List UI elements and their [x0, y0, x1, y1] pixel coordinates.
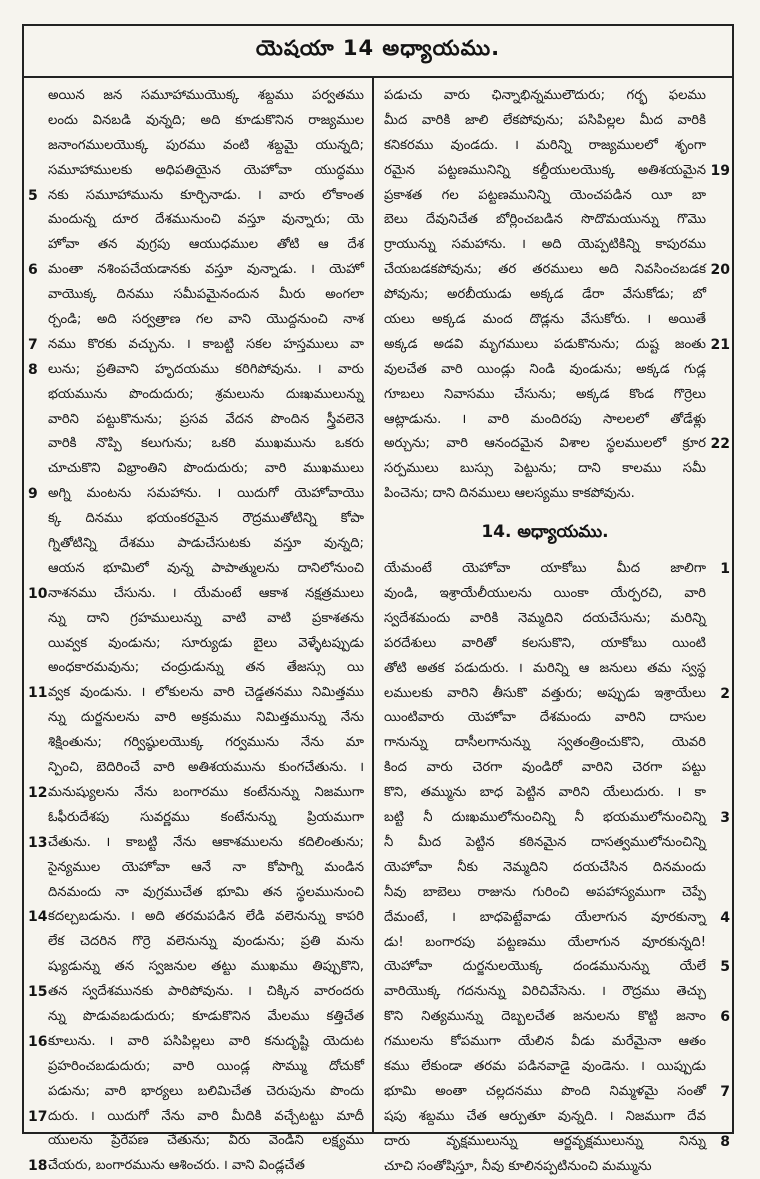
line-text: షపు శబ్దము చేత ఆర్పుతూ వున్నది. ౹ నిజముగా దేవ	[384, 1108, 706, 1124]
line-text: యులను ప్రేరేపణ చేతును; వీరు వెండిని లక్ష్యము	[48, 1133, 364, 1149]
text-line	[28, 1154, 364, 1179]
line-text: క్క దినము భయంకరమైన రౌద్రముతోటిన్ని కోపా	[48, 511, 364, 527]
verse-number: 20	[710, 262, 730, 279]
line-text: భూమి అంతా చల్లదనము పొంది నిమ్మళమై సంతో	[384, 1083, 706, 1099]
line-text: చూచి సంతోషిస్తూ, నీవు కూలినప్పటినుంచి మమ్మును	[384, 1158, 652, 1174]
text-line	[384, 1030, 706, 1055]
line-text: బట్టి నీ దుఃఖములోనుంచిన్ని నీ భయములోనుంచిన్ని	[384, 810, 706, 826]
line-text: స్వదేశమందు వారికి నెమ్మదిని దయచేసును; మరిన్ని	[384, 610, 706, 626]
text-line	[384, 358, 706, 383]
line-text: చేయబడకపోవును; తర తరములు అది నివసించబడక	[384, 262, 706, 278]
line-text: వ్వక వుండును. ౹ లోకులను వారి చెడ్డతనము నిమిత్తము	[48, 685, 364, 701]
verse-number: 9	[28, 486, 38, 503]
line-text: ప్రహరించబడుదురు; వారి యిండ్ల సొమ్ము దోచుకో	[48, 1058, 364, 1074]
line-text: యివ్వక వుండును; సూర్యుడు బైలు వెళ్ళేటప్పుడు	[48, 635, 364, 651]
line-text: గ్నితోటిన్ని దేశము పాడుచేసుటకు వస్తూ వున్నది;	[48, 536, 364, 552]
text-line	[384, 806, 730, 831]
text-line	[384, 657, 706, 682]
text-line	[384, 457, 706, 482]
text-line	[384, 731, 706, 756]
text-line	[384, 831, 706, 856]
verse-number: 12	[28, 784, 48, 801]
line-text: వారిని పట్టుకొనును; ప్రసవ వేదన పొందిన స్త్రీవలెనె	[48, 411, 364, 427]
text-line	[384, 1155, 706, 1179]
text-line	[48, 208, 364, 233]
line-text: ఓఫీరుదేశపు సువర్ణము కంటేనున్ను ప్రియముగా	[48, 809, 364, 825]
text-line	[48, 607, 364, 632]
verse-number: 17	[28, 1108, 48, 1125]
verse-number: 21	[710, 336, 730, 353]
text-line	[28, 1105, 364, 1130]
text-line	[384, 856, 706, 881]
text-line	[384, 557, 730, 582]
line-text: న్ను దుర్జనులను వారి అక్రమము నిమిత్తమున్ను నేను	[48, 710, 364, 726]
text-line	[384, 906, 730, 931]
line-text: న్ను పొడువబడుదురు; కూడుకొనిన మేలము కత్తిచేత	[48, 1008, 364, 1024]
line-text: యలు అక్కడ మంద దొడ్లను వేసుకోరు. ౹ అయితే	[384, 312, 706, 328]
line-text: న్ను దాని గ్రహములున్ను వాటి వాటి ప్రకాశతను	[48, 610, 364, 626]
line-text: కము లేకుండా తరమ పడినవాడై వుండెను. ౹ యిప్పుడు	[384, 1058, 706, 1074]
line-text: వాయొక్క దినము సమీపమైనందున మీరు అంగలా	[48, 287, 364, 303]
line-text: లములకు వారిని తీసుకొ వత్తురు; అప్పుడు ఇశ్రాయేలు	[384, 685, 706, 701]
text-line	[384, 184, 706, 209]
text-line	[384, 955, 730, 980]
text-line	[48, 457, 364, 482]
line-text: మంతా నశింపచేయడానకు వస్తూ వున్నాడు. ౹ యెహో	[48, 262, 364, 278]
chapter-heading: 14. అధ్యాయము.	[481, 522, 609, 543]
text-line	[48, 706, 364, 731]
line-text: లును; ప్రతివాని హృదయము కరిగిపోవును. ౹ వారు	[48, 361, 364, 377]
line-text: మీద వారికి జాలి లేకపోవును; పసిపిల్లల మీద వారికి	[384, 112, 706, 128]
line-text: చేయరు, బంగారమును ఆశించరు. ౹ వాని విండ్లచేత	[48, 1158, 305, 1174]
line-text: పరదేశులు వారితో కలసుకొని, యాకోబు యింటి	[384, 635, 706, 651]
line-text: జనాంగములయొక్క పురము వంటి శబ్దమై యున్నది;	[48, 137, 364, 153]
text-line	[28, 781, 364, 806]
page-header	[24, 26, 732, 78]
line-text: యేమంటే యెహోవా యాకోబు మీద జాలిగా	[384, 561, 706, 577]
verse-number: 8	[720, 1133, 730, 1150]
text-line	[384, 931, 706, 956]
verse-number: 3	[720, 810, 730, 827]
text-line	[384, 333, 730, 358]
line-text: చూచుకొని విభ్రాంతిని పొందుదురు; వారి ముఖములు	[48, 461, 364, 477]
text-line	[384, 1130, 730, 1155]
text-line	[28, 1030, 364, 1055]
verse-number: 2	[720, 685, 730, 702]
text-line	[28, 582, 364, 607]
text-line	[48, 1005, 364, 1030]
text-line	[28, 358, 364, 383]
line-text: యింటివారు యెహోవా దేశమందు వారిని దాసుల	[384, 710, 706, 726]
line-text: నీవు బాబెలు రాజును గురించి అపహాస్యముగా చెప్పే	[384, 884, 706, 900]
text-line	[28, 831, 364, 856]
text-line	[384, 383, 706, 408]
line-text: నకు సమూహామును కూర్చినాడు. ౹ వారు లోకాంత	[48, 187, 364, 203]
text-line	[48, 756, 364, 781]
right-column-bottom	[384, 557, 730, 1179]
line-text: తోటి అతక పడుదురు. ౹ మరిన్ని ఆ జనులు తమ స్వస్థ	[384, 660, 706, 676]
text-line	[384, 233, 706, 258]
text-line	[28, 681, 364, 706]
text-line	[28, 905, 364, 930]
verse-number: 19	[710, 162, 730, 179]
line-text: ఆయన భూమిలో వున్న పాపాత్ములను దానిలోనుంచి	[48, 560, 364, 576]
line-text: రమైన పట్టణమునిన్ని కల్దీయులయొక్క అతిశయమైన	[384, 162, 706, 178]
verse-number: 16	[28, 1033, 48, 1050]
text-line	[384, 1005, 730, 1030]
line-text: గములను కోపముగా యేలిన వీడు మరేమైనా ఆతం	[384, 1034, 706, 1050]
line-text: యెహోవా దుర్జనులయొక్క దండమునున్ను యేలే	[384, 959, 706, 975]
text-line	[48, 955, 364, 980]
text-line	[384, 308, 706, 333]
line-text: కొని నిత్యమున్ను దెబ్బలచేత జనులను కొట్టి జనాం	[384, 1009, 706, 1025]
text-line	[48, 159, 364, 184]
line-text: వులచేత వారి యిండ్లు నిండి వుండును; అక్కడ గుడ్ల	[384, 361, 706, 377]
line-text: గానున్ను దాసీలగానున్ను స్వతంత్రించుకొని, యెవరి	[384, 735, 706, 751]
text-line	[28, 258, 364, 283]
text-line	[48, 881, 364, 906]
line-text: దినమందు నా వుగ్రముచేత భూమి తన స్థలమునుంచి	[48, 884, 364, 900]
line-text: పోవును; అరబీయుడు అక్కడ డేరా వేసుకోడు; బో	[384, 287, 706, 303]
line-text: నాశనము చేసును. ౹ యేమంటే ఆకాశ నక్షత్రములు	[48, 585, 364, 601]
text-line	[384, 980, 706, 1005]
line-text: అర్చును; వారి ఆనందమైన విశాల స్థలములలో క్రూర	[384, 436, 706, 452]
text-line	[384, 283, 706, 308]
line-text: నము కొరకు వచ్చును. ౹ కాబట్టి సకల హస్తములు వా	[48, 336, 364, 352]
text-line	[48, 283, 364, 308]
text-line	[48, 930, 364, 955]
text-line	[48, 1055, 364, 1080]
line-text: తన స్వదేశమునకు పారిపోవును. ౹ చిక్కిన వారందరు	[48, 984, 364, 1000]
line-text: మందున్న దూర దేశమునుంచి వస్తూ వున్నారు; యె	[48, 212, 364, 228]
line-text: వారియొక్క గదనున్ను విరిచివేసెను. ౹ రౌద్రము తెచ్చు	[384, 984, 706, 1000]
line-text: సర్పములు బుస్సు పెట్టును; దాని కాలము సమీ	[384, 461, 706, 477]
text-line	[384, 134, 706, 159]
text-line	[48, 432, 364, 457]
text-line	[384, 208, 706, 233]
line-text: దురు. ౹ యిదుగో నేను వారి మీదికి వచ్చేటట్టు మాదీ	[48, 1108, 364, 1124]
line-text: పడుచు వారు ఛిన్నాభిన్నములౌదురు; గర్భ ఫలము	[384, 88, 706, 103]
text-line	[48, 308, 364, 333]
text-line	[48, 806, 364, 831]
text-line	[48, 656, 364, 681]
text-line	[384, 706, 706, 731]
line-text: ర్చండి; అది సర్వత్రాణ గల వాని యొద్దనుంచి నాశ	[48, 312, 364, 328]
text-line	[48, 383, 364, 408]
right-column-top	[384, 84, 730, 507]
text-line	[28, 184, 364, 209]
text-line	[384, 109, 706, 134]
line-text: లేక చెదరిన గొర్రె వలెనున్ను వుండును; ప్రతి మను	[48, 934, 364, 950]
verse-number: 13	[28, 834, 48, 851]
line-text: అంధకారమవును; చంద్రుడున్ను తన తేజస్సు యి	[48, 660, 364, 676]
line-text: సైన్యముల యెహోవా ఆనే నా కోపాగ్ని మండిన	[48, 859, 364, 875]
text-line	[384, 159, 730, 184]
text-line	[384, 781, 706, 806]
text-line	[48, 507, 364, 532]
text-line	[384, 607, 706, 632]
text-line	[384, 84, 706, 109]
text-line	[384, 1105, 706, 1130]
text-line	[384, 1080, 730, 1105]
text-line	[48, 109, 364, 134]
text-line	[384, 632, 706, 657]
text-line	[384, 881, 706, 906]
line-text: మనుష్యులను నేను బంగారము కంటేనున్ను నిజముగా	[48, 784, 364, 800]
verse-number: 10	[28, 585, 48, 602]
line-text: కింద వారు చెరగా వుండిరో వారిని చెరగా పట్టు	[384, 760, 706, 776]
verse-number: 6	[720, 1009, 730, 1026]
line-text: ఆట్లాడును. ౹ వారి మందిరపు సాలలలో తోడేళ్లు	[384, 411, 706, 427]
line-text: చేతును. ౹ కాబట్టి నేను ఆకాశములను కదిలింతును;	[48, 834, 364, 850]
verse-number: 5	[28, 187, 38, 204]
left-column	[24, 78, 374, 1175]
line-text: లందు వినబడి వున్నది; అది కూడుకొనిన రాజ్యముల	[48, 112, 364, 128]
line-text: పించెను; దాని దినములు ఆలస్యము కాకపోవును.	[384, 486, 635, 502]
text-line	[384, 408, 706, 433]
verse-number: 14	[28, 909, 48, 926]
line-text: పడును; వారి భార్యలు బలిమిచేత చెరుపును పొందు	[48, 1083, 364, 1099]
text-line	[48, 233, 364, 258]
verse-number: 8	[28, 361, 38, 378]
right-column	[374, 78, 732, 1174]
text-line	[384, 482, 706, 507]
line-text: కొని, తమ్మును బాధ పెట్టిన వారిని యేలుదురు. ౹ కా	[384, 785, 706, 801]
text-line	[384, 1055, 706, 1080]
line-text: యెహోవా నీకు నెమ్మదిని దయచేసిన దినమందు	[384, 859, 706, 875]
line-text: నీ మీద పెట్టిన కఠినమైన దాసత్వములోనుంచిన్ని	[384, 834, 706, 850]
line-text: హోవా తన వుగ్రపు ఆయుధముల తోటి ఆ దేశ	[48, 237, 364, 253]
line-text: డు! బంగారపు పట్టణము యేలాగున వూరకున్నది!	[384, 934, 706, 950]
verse-number: 4	[720, 909, 730, 926]
line-text: బెలు దేవునిచేత బోర్లించబడిన సొదొమయున్ను గొమొ	[384, 212, 706, 228]
line-text: అక్కడ అడవి మృగములు పడుకొనును; దుష్ట జంతు	[384, 336, 706, 352]
text-line	[384, 258, 730, 283]
line-text: కూలును. ౹ వారి పసిపిల్లలు వారి కనుదృష్టి యెదుట	[48, 1033, 364, 1049]
text-line	[384, 682, 730, 707]
line-text: అయిన జన సమూహాముయొక్క శబ్దము పర్వతము	[48, 88, 364, 103]
line-text: శిక్షింతును; గర్విష్ఠులయొక్క గర్వమును నేను మా	[48, 735, 364, 751]
text-line	[384, 582, 706, 607]
line-text: భయమును పొందుదురు; శ్రమలును దుఃఖములున్ను	[48, 386, 364, 402]
verse-number: 5	[720, 959, 730, 976]
line-text: దేమంటే, ౹ బాధపెట్టేవాడు యేలాగున వూరకున్నా	[384, 909, 706, 925]
line-text: అగ్ని మంటను సమహాను. ౹ యిదుగో యెహోవాయొ	[48, 486, 364, 502]
line-text: గూబలు నివాసము చేసును; అక్కడ కొండ గొర్రెలు	[384, 386, 706, 402]
text-line	[48, 1129, 364, 1154]
line-text: ష్యుడున్ను తన స్వజనుల తట్టు ముఖము తిప్పుకొని,	[48, 959, 364, 975]
verse-number: 11	[28, 685, 48, 702]
line-text: ర్రాయున్ను సమహాను. ౹ అది యెప్పటికిన్ని కాపురము	[384, 237, 706, 253]
verse-number: 22	[710, 436, 730, 453]
line-text: కనికరము వుండదు. ౹ మరిన్ని రాజ్యములలో శృంగా	[384, 137, 706, 153]
text-line	[48, 408, 364, 433]
text-line	[48, 856, 364, 881]
text-line	[28, 980, 364, 1005]
verse-number: 1	[720, 561, 730, 578]
text-line	[48, 731, 364, 756]
text-columns	[24, 78, 732, 1175]
verse-number: 6	[28, 262, 38, 279]
text-line	[28, 333, 364, 358]
text-line	[384, 432, 730, 457]
line-text: వారికి నొప్పి కలుగును; ఒకరి ముఖమును ఒకరు	[48, 436, 364, 452]
line-text: కదల్చబడును. ౹ అది తరమపడిన లేడి వలెనున్ను కాపరి	[48, 909, 364, 925]
verse-number: 7	[720, 1083, 730, 1100]
line-text: వుండి, ఇశ్రాయేలీయులను యింకా యేర్పరచి, వారి	[384, 586, 706, 602]
line-text: న్పించి, బెదిరించే వారి అతిశయమును కుంగచేతును. ౹	[48, 760, 364, 776]
verse-number: 7	[28, 336, 38, 353]
verse-number: 18	[28, 1158, 48, 1175]
text-line	[48, 134, 364, 159]
text-line	[48, 632, 364, 657]
text-line	[48, 557, 364, 582]
text-line	[48, 532, 364, 557]
text-line	[48, 84, 364, 109]
verse-number: 15	[28, 984, 48, 1001]
line-text: సమూహాములకు అధిపతియైన యెహోవా యుద్ధము	[48, 162, 364, 178]
page	[22, 24, 734, 1175]
text-line	[384, 756, 706, 781]
page-title: యెషయా 14 అధ్యాయము.	[255, 36, 501, 60]
text-line	[28, 482, 364, 507]
line-text: దారు వృక్షములున్ను ఆర్జవృక్షములున్ను నిన్ను	[384, 1133, 706, 1149]
line-text: ప్రకాశత గల పట్టణమునిన్ని యెంచపడిన యీ బా	[384, 187, 706, 203]
text-line	[48, 1080, 364, 1105]
